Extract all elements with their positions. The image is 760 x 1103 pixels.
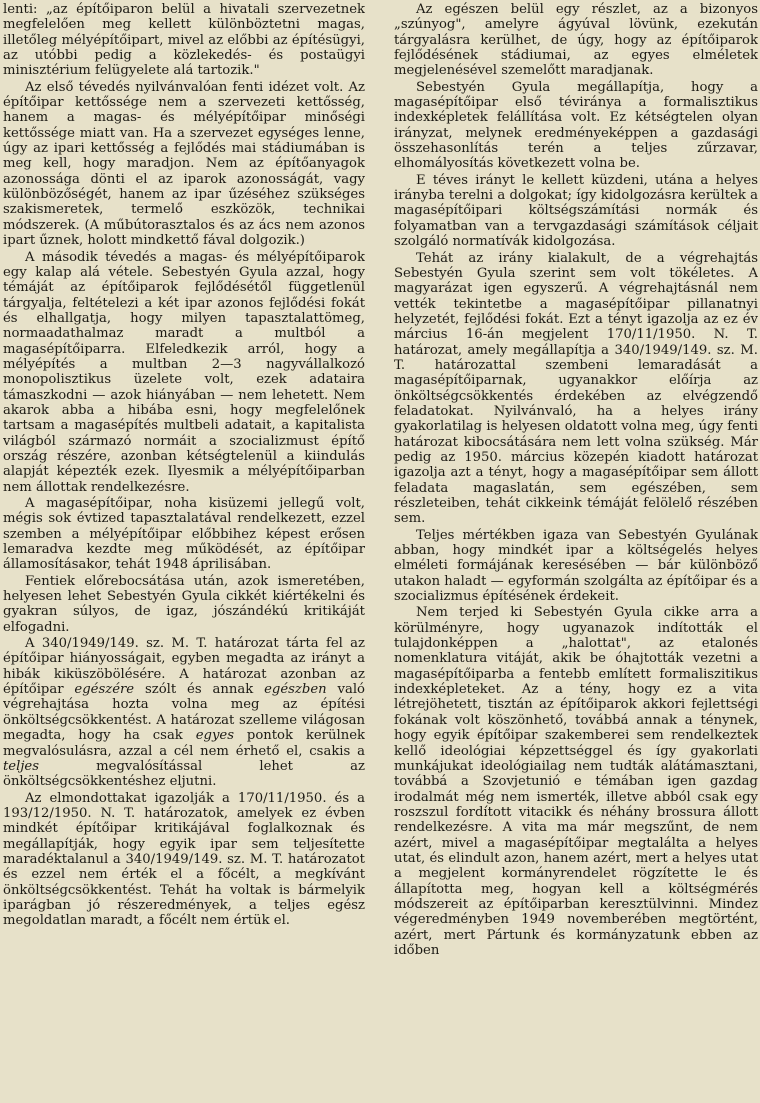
- emphasis: egyes: [195, 728, 234, 744]
- paragraph: Sebestyén Gyula megállapítja, hogy a magasépítőipar első téviránya a formalisztikus indexképletek felállítása volt. Ez kétségtelen olyan irányzat, melynek eredményeképpen a gazdasági összehasonlítás terén a teljes zűrzavar, elhomályosítás következett volna be.: [394, 79, 758, 172]
- paragraph: Nem terjed ki Sebestyén Gyula cikke arra a körülményre, hogy ugyanazok indították el tulajdonképpen a „halottat", az etalonés nomenklatura vitáját, akik be óhajtották vezetni a magasépítőiparba a fentebb említett formaliszitikus indexképleteket. Az a tény, hogy ez a vita létrejöhetett, tisztán az építőiparok akkori fejlettségi fokának volt köszönhető, továbbá annak a ténynek, hogy egyik építőipar szakemberei sem rendelkeztek kellő ideológiai képzettséggel és így gyakorlati munkájukat ideológiailag nem tudták alátámasztani, továbbá a Szovjetunió e témában igen gazdag irodalmát még nem ismerték, illetve abból csak egy roszszul fordított vitacikk és néhány brossura állott rendelkezésre. A vita ma már megszűnt, de nem azért, mivel a magasépítőipar megtalálta a helyes utat, és elindult azon, hanem azért, mert a helyes utat a megjelent kormányrendelet rögzítette le és állapította meg, hogyan kell a költségmérés módszereit az építőiparban keresztülvinni. Mindez végeredményben 1949 novemberében megtörtént, azért, mert Pártunk és kormányzatunk ebben az időben: [394, 605, 758, 958]
- text-run: való végrehajtása hozta volna meg az építési önköltségcsökkentést. A határozat szelleme világosan megadta, hogy ha csak: [3, 682, 365, 744]
- paragraph: A magasépítőipar, noha kisüzemi jellegű volt, mégis sok évtized tapasztalatával rendelkezett, ezzel szemben a mélyépítőipar előbbihez képest erősen lemaradva kezdte meg működését, az építőipar államosításakor, tehát 1948 áprilisában.: [3, 496, 365, 573]
- paragraph: Fentiek előrebocsátása után, azok ismeretében, helyesen lehet Sebestyén Gyula cikkét kiértékelni és gyakran súlyos, de igaz, jószándékú kritikáját elfogadni.: [3, 573, 365, 635]
- paragraph: Az elmondottakat igazolják a 170/11/1950. és a 193/12/1950. N. T. határozatok, amelyek ez évben mindkét építőipar kritikájával foglalkoznak és megállapítják, hogy egyik ipar sem teljesítette maradéktalanul a 340/1949/149. sz. M. T. határozatot és ezzel nem érték el a főcélt, a megkívánt önköltségcsökkentést. Tehát ha voltak is bármelyik iparágban jó részeredmények, a teljes egész megoldatlan maradt, a főcélt nem értük el.: [3, 790, 365, 929]
- text-run: megvalósítással lehet az önköltségcsökkentéshez eljutni.: [3, 758, 365, 790]
- paragraph: [3, 636, 365, 789]
- text-run: szólt és annak: [134, 682, 265, 698]
- right-column: [394, 2, 758, 1103]
- emphasis: egészére: [74, 682, 135, 698]
- paragraph: Teljes mértékben igaza van Sebestyén Gyulának abban, hogy mindkét ipar a költségelés helyes elméleti formájának keresésében — bár különböző utakon haladt — egyformán szolgálta az építőipar és a szocializmus építésének érdekeit.: [394, 527, 758, 605]
- left-column: [3, 2, 365, 1103]
- emphasis: egészben: [264, 682, 327, 698]
- paragraph: A második tévedés a magas- és mélyépítőiparok egy kalap alá vétele. Sebestyén Gyula azzal, hogy témáját az építőiparok fejlődésétől függetlenül tárgyalja, feltételezi a két ipar azonos fejlődési fokát és elhallgatja, hogy milyen tapasztalattömeg, normaadathalmaz maradt a multból a magasépítőiparra. Elfeledkezik arról, hogy a mélyépítés a multban 2—3 nagyvállalkozó monopolisztikus üzelete volt, ezek adataira támaszkodni — azok hiányában — nem lehetett. Nem akarok abba a hibába esni, hogy megfelelőnek tartsam a magasépítés multbeli adatait, a kapitalista világból származó normáit a szocializmust építő ország részére, azonban kétségtelenül a kiindulás alapját képezték ezek. Ilyesmik a mélyépítőiparban nem állottak rendelkezésre.: [3, 249, 365, 495]
- text-run: pontok kerülnek megvalósulásra, azzal a cél nem érhető el, csakis a: [3, 728, 365, 759]
- paragraph: Tehát az irány kialakult, de a végrehajtás Sebestyén Gyula szerint sem volt tökéletes. A magyarázat igen egyszerű. A végrehajtásnál nem vették tekintetbe a magasépítőipar pillanatnyi helyzetét, fejlődési fokát. Ezt a tényt igazolja az ez év március 16-án megjelent 170/11/1950. N. T. határozat, amely megállapítja a 340/1949/149. sz. M. T. határozattal szembeni lemaradását a magasépítőiparnak, ugyanakkor előírja az önköltségcsökkentés érdekében az elvégzendő feladatokat. Nyilvánvaló, ha a helyes irány gyakorlatilag is helyesen oldatott volna meg, úgy fenti határozat kibocsátására nem lett volna szükség. Már pedig az 1950. március közepén kiadott határozat igazolja azt a tényt, hogy a magasépítőipar sem állott feladata magaslatán, sem egészében, sem részleteiben, tehát cikkeink témáját felölelő részében sem.: [394, 250, 758, 527]
- paragraph: Az első tévedés nyilvánvalóan fenti idézet volt. Az építőipar kettőssége nem a szervezeti kettősség, hanem a magas- és mélyépítőipar minőségi kettőssége miatt van. Ha a szervezet egységes lenne, úgy az ipari kettősség a fejlődés mai stádiumában is meg kell, hogy maradjon. Nem az építőanyagok azonossága dönti el az iparok azonosságát, vagy különbözőségét, hanem az ipar űzéséhez szükséges szakismeretek, termelő eszközök, technikai módszerek. (A műbútorasztalos és az ács nem azonos ipart űznek, holott mindkettő fával dolgozik.): [3, 79, 365, 249]
- text-run: A 340/1949/149. sz. M. T. határozat tárta fel az építőipar hiányosságait, egyben megadta az irányt a hibák kiküszöbölésére. A határozat azonban az építőipar: [3, 636, 365, 698]
- paragraph: E téves irányt le kellett küzdeni, utána a helyes irányba terelni a dolgokat; így kidolgozásra kerültek a magasépítőipari költségszámítási normák és folyamatban van a tervgazdasági számítások céljait szolgáló normatívák kidolgozása.: [394, 172, 758, 250]
- emphasis: teljes: [3, 758, 39, 774]
- paragraph: Az egészen belül egy részlet, az a bizonyos „szúnyog", amelyre ágyúval lövünk, ezekután tárgyalásra kerülhet, de úgy, hogy az építőiparok fejlődésének stádiumai, az egyes elméletek megjelenésével szemelőtt maradjanak.: [394, 2, 758, 79]
- paragraph: lenti: „az építőiparon belül a hivatali szervezetnek megfelelően meg kellett különböztetni magas, illetőleg mélyépítőipart, mivel az előbbi az építésügyi, az utóbbi pedig a közlekedés- és postaügyi minisztérium felügyelete alá tartozik.": [3, 2, 365, 79]
